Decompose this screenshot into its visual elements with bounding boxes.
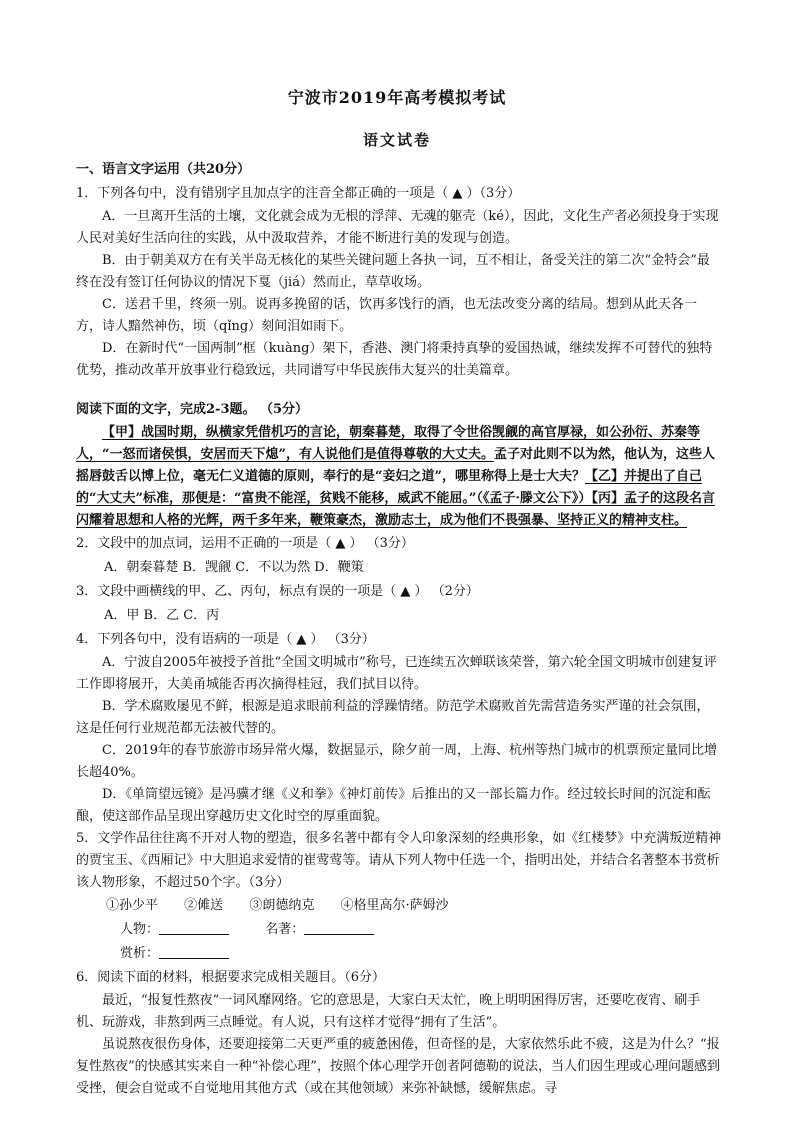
passage-text <box>76 422 722 532</box>
answer-row-person-book <box>76 918 722 942</box>
book-answer-blank[interactable] <box>304 920 374 935</box>
question-1-option-a: A．一旦离开生活的土壤，文化就会成为无根的浮萍、无魂的躯壳（ké），因此，文化生产者必须投身于实现人民对美好生活向往的实践，从中汲取营养，才能不断进行美的发现与创造。 <box>76 209 719 246</box>
question-1-option-b: B．由于朝美双方在有关半岛无核化的某些关键问题上各执一词，互不相让，备受关注的第二次“金特会”最终在没有签订任何协议的情况下戛（jiá）然而止，草草收场。 <box>76 253 710 290</box>
question-2-options: A．朝秦暮楚 B．觊觎 C．不以为然 D．鞭策 <box>104 560 364 575</box>
question-4-stem: 4．下列各句中，没有语病的一项是（ ▲ ） （3分） <box>76 632 375 647</box>
question-4-option-d: D．《单筒望远镜》是冯骥才继《义和拳》《神灯前传》后推出的又一部长篇力作。经过较长时间的沉淀和酝酿，使这部作品呈现出穿越历史文化时空的厚重面貌。 <box>76 787 711 824</box>
question-3-options: A．甲 B．乙 C．丙 <box>104 608 220 623</box>
exam-subtitle: 语文试卷 <box>362 131 431 149</box>
question-6-paragraph-1: 最近，“报复性熬夜”一词风靡网络。它的意思是，大家白天太忙，晚上明明困得厉害，还要吃夜宵、刷手机、玩游戏，非熬到两三点睡觉。有人说，只有这样才觉得“拥有了生活”。 <box>76 993 701 1030</box>
sentence-yi: 【乙】并提出了自己的“大丈夫”标准，那便是：“富贵不能淫，贫贱不能移，威武不能屈。”（《孟子·滕文公下》） <box>76 469 702 506</box>
sentence-jia: 【甲】战国时期，纵横家凭借机巧的言论，朝秦暮楚，取得了令世俗觊觎的高官厚禄，如公孙衍、苏秦等人，“一怒而诸侯惧，安居而天下熄”，有人说他们是值得尊敬的大丈夫。 <box>76 425 701 462</box>
sentence-mid: 孟子对此则不以为然，他认为，这些人摇唇鼓舌以博上位，毫无仁义道德的原则，奉行的是“妾妇之道”，哪里称得上是士大夫？ <box>76 447 715 484</box>
role-option: ③朗德纳克 <box>249 898 315 913</box>
book-label: 名著： <box>265 922 305 937</box>
question-1-stem: 1．下列各句中，没有错别字且加点字的注音全都正确的一项是（ ▲ ）（3分） <box>76 186 521 201</box>
role-option: ②傩送 <box>184 898 224 913</box>
passage-intro: 阅读下面的文字，完成2-3题。 （5分） <box>76 402 309 417</box>
exam-content <box>76 158 722 1100</box>
question-4-option-c: C．2019年的春节旅游市场异常火爆，数据显示，除夕前一周，上海、杭州等热门城市的机票预定量同比增长超40%。 <box>76 743 718 780</box>
question-1-option-d: D．在新时代“一国两制”框（kuàng）架下，香港、澳门将秉持真挚的爱国热诚，继续发挥不可替代的独特优势，推动改革开放事业行稳致远，共同谱写中华民族伟大复兴的壮美篇章。 <box>76 341 713 378</box>
answer-row-analysis <box>76 942 722 966</box>
analysis-label: 赏析： <box>120 946 160 961</box>
question-5-roles <box>76 894 722 918</box>
question-4-option-a: A．宁波自2005年被授予首批“全国文明城市”称号，已连续五次蝉联该荣誉，第六轮全国文明城市创建复评工作即将展开，大美甬城能否再次摘得桂冠，我们拭目以待。 <box>76 655 717 692</box>
person-answer-blank[interactable] <box>159 920 229 935</box>
exam-title: 宁波市2019年高考模拟考试 <box>287 88 507 107</box>
role-option: ④格里高尔·萨姆沙 <box>340 898 449 913</box>
question-1-option-c: C．送君千里，终须一别。说再多挽留的话，饮再多饯行的酒，也无法改变分离的结局。想到从此天各一方，诗人黯然神伤，顷（qǐng）刻间泪如雨下。 <box>76 297 697 334</box>
person-label: 人物： <box>120 922 160 937</box>
question-4-option-b: B．学术腐败屡见不鲜，根源是追求眼前利益的浮躁情绪。防范学术腐败首先需营造务实严谨的社会氛围，这是任何行业规范都无法被代替的。 <box>76 699 710 736</box>
section-heading: 一、语言文字运用（共20分） <box>76 162 251 177</box>
analysis-answer-blank[interactable] <box>159 944 229 959</box>
question-6-stem: 6．阅读下面的材料，根据要求完成相关题目。（6分） <box>76 970 386 985</box>
question-3-stem: 3．文段中画横线的甲、乙、丙句，标点有误的一项是（ ▲ ） （2分） <box>76 584 479 599</box>
sentence-bing: 【丙】孟子的这段名言闪耀着思想和人格的光辉，两千多年来，鞭策豪杰，激励志士，成为他们不畏强暴、坚持正义的精神支柱。 <box>76 491 715 528</box>
question-2-stem: 2．文段中的加点词，运用不正确的一项是（ ▲ ） （3分） <box>76 536 414 551</box>
question-5-stem: 5．文学作品往往离不开对人物的塑造，很多名著中都有令人印象深刻的经典形象，如《红楼梦》中充满叛逆精神的贾宝玉、《西厢记》中大胆追求爱情的崔莺莺等。请从下列人物中任选一个，指明出处，并结合名著整本书赏析该人物形象，不超过50个字。（3分） <box>76 831 722 890</box>
question-6-paragraph-2: 虽说熬夜很伤身体，还要迎接第二天更严重的疲惫困倦，但奇怪的是，大家依然乐此不疲，这是为什么？“报复性熬夜”的快感其实来自一种“补偿心理”，按照个体心理学开创者阿德勒的说法，当人们因生理或心理问题感到受挫，便会自觉或不自觉地用其他方式（或在其他领域）来弥补缺憾，缓解焦虑。寻 <box>76 1037 720 1096</box>
role-option: ①孙少平 <box>106 898 159 913</box>
